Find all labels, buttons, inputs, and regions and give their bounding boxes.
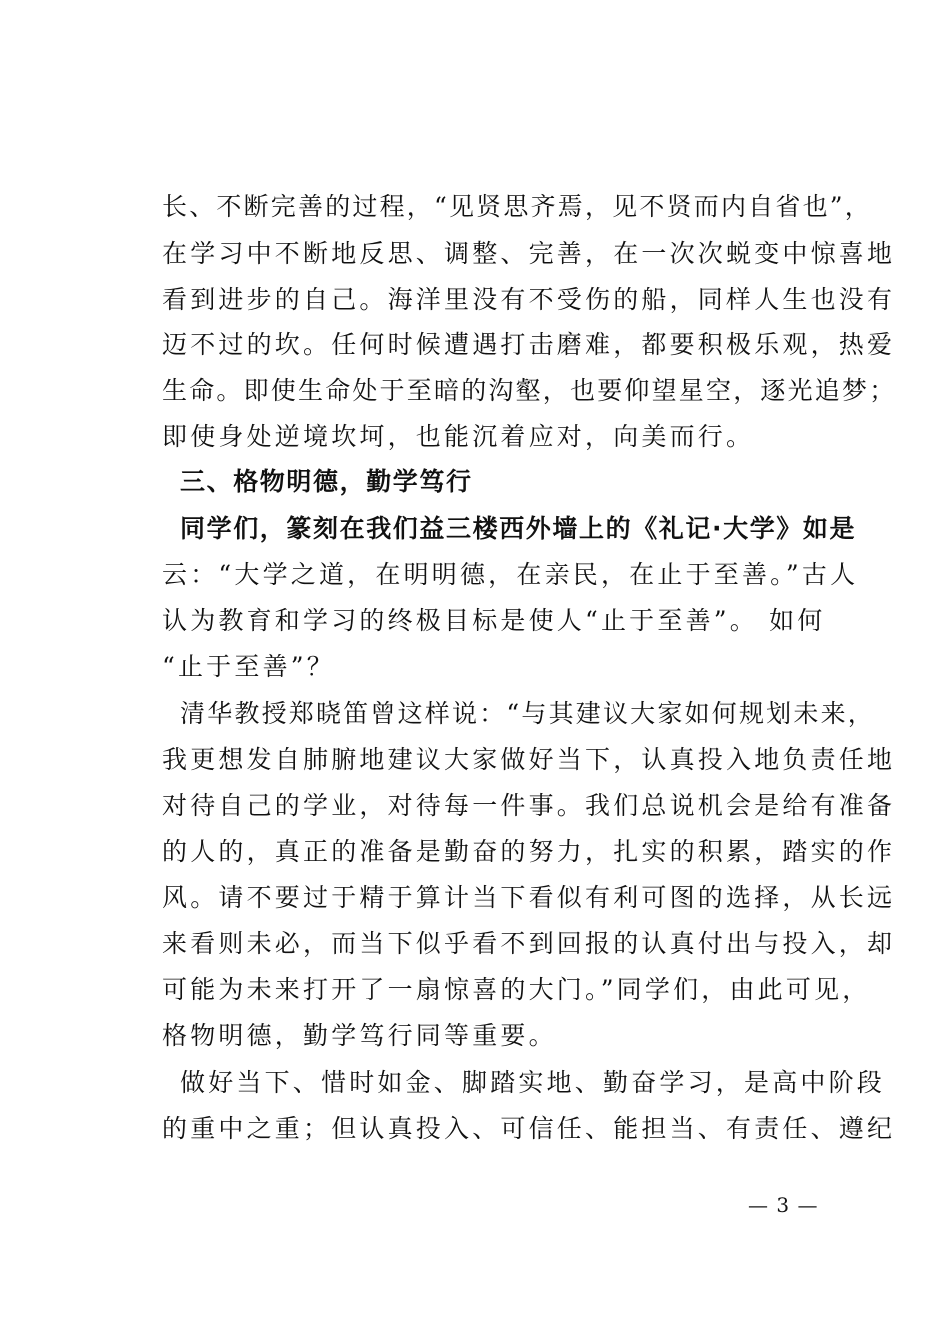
text-line: 可能为未来打开了一扇惊喜的大门。”同学们，由此可见，	[162, 975, 871, 1004]
text-line: 即使身处逆境坎坷，也能沉着应对，向美而行。	[162, 422, 755, 451]
text-line: 的重中之重；但认真投入、可信任、能担当、有责任、遵纪	[162, 1114, 896, 1143]
page-number: — 3 —	[748, 1193, 819, 1217]
text-line: 风。请不要过于精于算计当下看似有利可图的选择，从长远	[162, 883, 896, 912]
text-line: “止于至善”？	[162, 652, 335, 681]
text-line: 长、不断完善的过程，“见贤思齐焉，见不贤而内自省也”，	[162, 192, 872, 221]
text-line: 的人的，真正的准备是勤奋的努力，扎实的积累，踏实的作	[162, 837, 896, 866]
text-line: 我更想发自肺腑地建议大家做好当下，认真投入地负责任地	[162, 745, 896, 774]
text-line: 格物明德，勤学笃行同等重要。	[162, 1021, 557, 1050]
text-line: 在学习中不断地反思、调整、完善，在一次次蜕变中惊喜地	[162, 239, 896, 268]
text-line: 做好当下、惜时如金、脚踏实地、勤奋学习，是高中阶段	[180, 1068, 886, 1097]
section-heading: 三、格物明德，勤学笃行	[180, 467, 473, 496]
text-line: 清华教授郑晓笛曾这样说：“与其建议大家如何规划未来，	[180, 699, 875, 728]
text-line: 看到进步的自己。海洋里没有不受伤的船，同样人生也没有	[162, 285, 896, 314]
text-line: 同学们，篆刻在我们益三楼西外墙上的《礼记·大学》如是	[180, 514, 857, 543]
text-line: 云：“大学之道，在明明德，在亲民，在止于至善。”古人	[162, 560, 859, 589]
text-line: 迈不过的坎。任何时候遭遇打击磨难，都要积极乐观，热爱	[162, 330, 896, 359]
text-line: 来看则未必，而当下似乎看不到回报的认真付出与投入，却	[162, 929, 896, 958]
text-line: 对待自己的学业，对待每一件事。我们总说机会是给有准备	[162, 791, 896, 820]
text-line: 认为教育和学习的终极目标是使人“止于至善”。 如何	[162, 606, 826, 635]
text-line: 生命。即使生命处于至暗的沟壑，也要仰望星空，逐光追梦；	[162, 376, 897, 405]
